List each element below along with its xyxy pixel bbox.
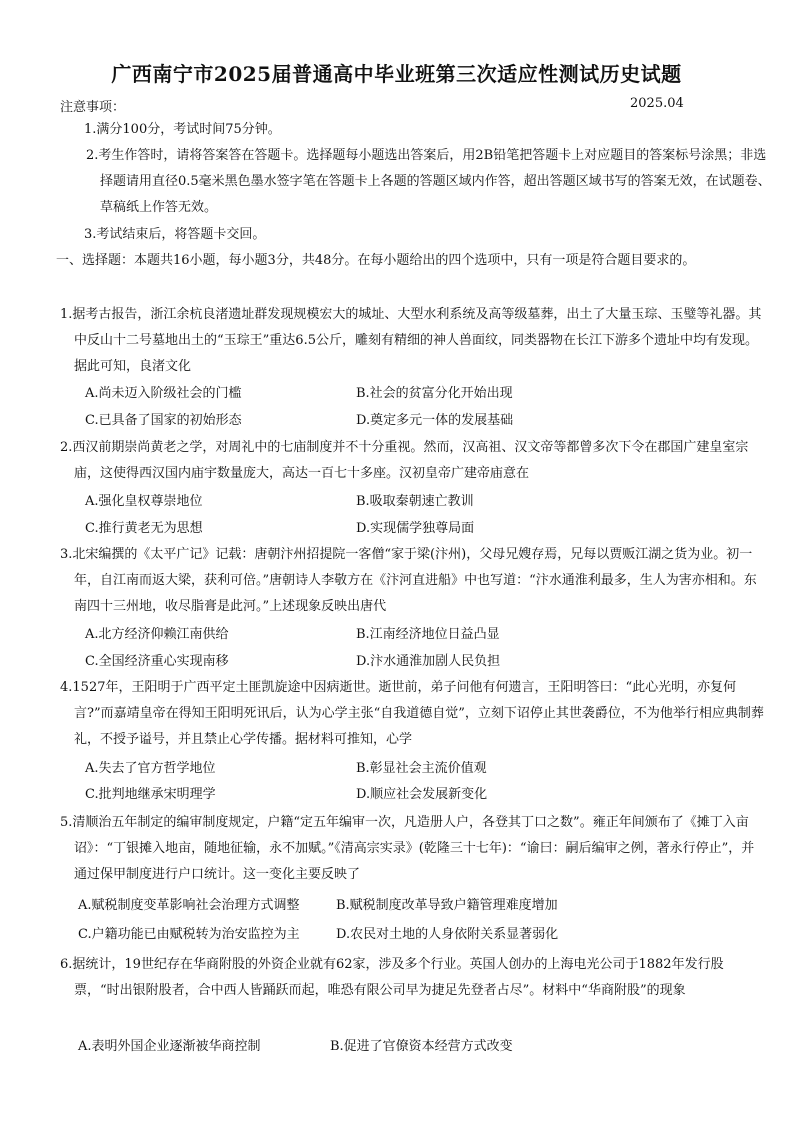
question-3-stem: 3.北宋编撰的《太平广记》记载：唐朝汴州招提院一客僧“家于梁(汴州)，父母兄嫂存焉，兄每以贾贩江湖之货为业。初一年，自江南而返大梁，获利可倍。”唐朝诗人李敬方在《汴河直进船》中也写道：“汴水通淮利最多，生人为害亦相和。东南四十三州地，收尽脂膏是此河。”上述现象反映出唐代 [60,547,757,614]
question-3-option-d[interactable]: D.汴水通淮加剧人民负担 [356,654,501,669]
question-2-stem: 2.西汉前期崇尚黄老之学，对周礼中的七庙制度并不十分重视。然而，汉高祖、汉文帝等都曾多次下令在郡国广建皇室宗庙，这使得西汉国内庙宇数量庞大，高达一百七十多座。汉初皇帝广建帝庙意在 [60,440,749,481]
question-1-option-d[interactable]: D.奠定多元一体的发展基础 [356,413,514,428]
question-4-option-d[interactable]: D.顺应社会发展新变化 [356,787,488,802]
question-5-option-c[interactable]: C.户籍功能已由赋税转为治安监控为主 [78,927,300,942]
question-4-stem: 4.1527年，王阳明于广西平定土匪凯旋途中因病逝世。逝世前，弟子问他有何遗言，王阳明答曰：“此心光明，亦复何言?”而嘉靖皇帝在得知王阳明死讯后，认为心学主张“自我道德自觉”，立刻下诏停止其世袭爵位，不为他举行相应典制葬礼，不授予谥号，并且禁止心学传播。据材料可推知，心学 [60,680,764,747]
question-5-option-a[interactable]: A.赋税制度变革影响社会治理方式调整 [78,898,300,913]
section-heading: 一、选择题：本题共16小题，每小题3分，共48分。在每小题给出的四个选项中，只有一项是符合题目要求的。 [56,253,696,268]
question-4-option-c[interactable]: C.批判地继承宋明理学 [85,787,216,802]
question-1-option-a[interactable]: A.尚未迈入阶级社会的门槛 [85,386,242,401]
question-6-option-a[interactable]: A.表明外国企业逐渐被华商控制 [78,1039,261,1054]
question-4-option-a[interactable]: A.失去了官方哲学地位 [85,761,216,776]
question-3-option-b[interactable]: B.江南经济地位日益凸显 [356,627,500,642]
question-2-option-a[interactable]: A.强化皇权尊崇地位 [85,494,203,509]
notes-heading: 注意事项： [60,100,126,115]
question-6-option-b[interactable]: B.促进了官僚资本经营方式改变 [330,1039,513,1054]
note-1: 1.满分100分，考试时间75分钟。 [84,122,281,137]
question-2-option-b[interactable]: B.吸取秦朝速亡教训 [356,494,474,509]
question-2-option-c[interactable]: C.推行黄老无为思想 [85,521,203,536]
question-6-stem: 6.据统计，19世纪存在华商附股的外资企业就有62家，涉及多个行业。英国人创办的上海电光公司于1882年发行股票，“时出银附股者，合中西人皆踊跃而起，唯恐有限公司早为捷足先登者占尽”。材料中“华商附股”的现象 [60,957,724,998]
question-2-option-d[interactable]: D.实现儒学独尊局面 [356,521,475,536]
note-3: 3.考试结束后，将答题卡交回。 [84,227,266,242]
page-title: 广西南宁市2025届普通高中毕业班第三次适应性测试历史试题 [111,62,682,86]
question-1-option-b[interactable]: B.社会的贫富分化开始出现 [356,386,513,401]
question-4-option-b[interactable]: B.彰显社会主流价值观 [356,761,487,776]
exam-date: 2025.04 [630,96,684,111]
question-1-option-c[interactable]: C.已具备了国家的初始形态 [85,413,242,428]
question-5-stem: 5.清顺治五年制定的编审制度规定，户籍“定五年编审一次，凡造册人户，各登其丁口之数”。雍正年间颁布了《摊丁入亩诏》：“丁银摊入地亩，随地征输，永不加赋。”《清高宗实录》(乾隆三十七年)：“谕曰：嗣后编审之例，著永行停止”，并通过保甲制度进行户口统计。这一变化主要反映了 [60,815,755,882]
question-3-option-a[interactable]: A.北方经济仰赖江南供给 [85,627,229,642]
note-2: 2.考生作答时，请将答案答在答题卡。选择题每小题选出答案后，用2B铅笔把答题卡上对应题目的答案标号涂黑；非选择题请用直径0.5毫米黑色墨水签字笔在答题卡上各题的答题区域内作答，超出答题区域书写的答案无效，在试题卷、草稿纸上作答无效。 [86,148,771,215]
question-5-option-d[interactable]: D.农民对土地的人身依附关系显著弱化 [336,927,559,942]
question-3-option-c[interactable]: C.全国经济重心实现南移 [85,654,229,669]
question-1-stem: 1.据考古报告，浙江余杭良渚遗址群发现规模宏大的城址、大型水利系统及高等级墓葬，出土了大量玉琮、玉璧等礼器。其中反山十二号墓地出土的“玉琮王”重达6.5公斤，雕刻有精细的神人兽面纹，同类器物在长江下游多个遗址中均有发现。据此可知，良渚文化 [60,307,762,374]
question-5-option-b[interactable]: B.赋税制度改革导致户籍管理难度增加 [336,898,558,913]
